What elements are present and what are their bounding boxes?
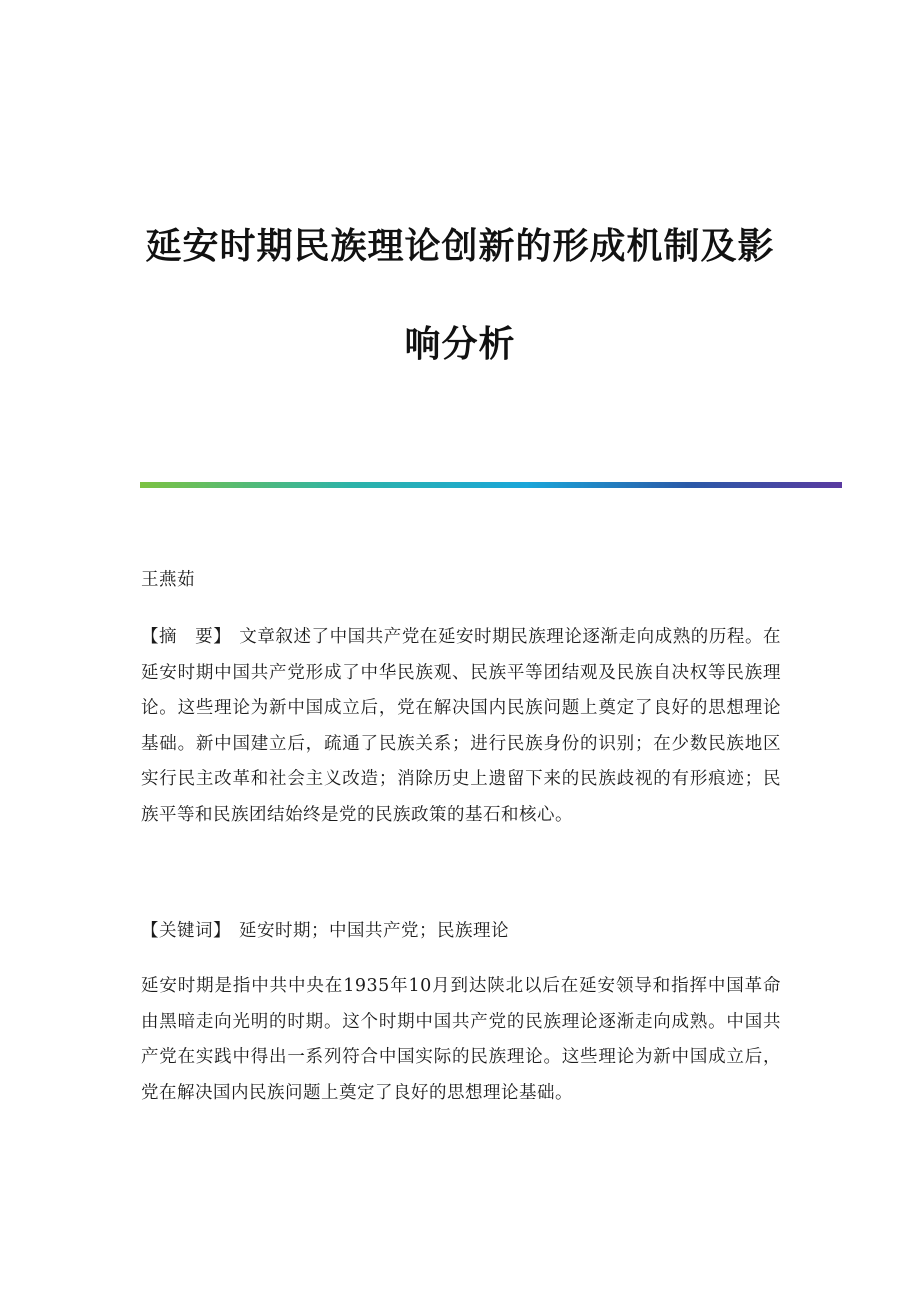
- author-name: 王燕茹: [141, 570, 195, 590]
- abstract-text: 文章叙述了中国共产党在延安时期民族理论逐渐走向成熟的历程。在延安时期中国共产党形成了中华民族观、民族平等团结观及民族自决权等民族理论。这些理论为新中国成立后，党在解决国内民族问题上奠定了良好的思想理论基础。新中国建立后，疏通了民族关系；进行民族身份的识别；在少数民族地区实行民主改革和社会主义改造；消除历史上遗留下来的民族歧视的有形痕迹；民族平等和民族团结始终是党的民族政策的基石和核心。: [141, 627, 782, 825]
- keywords-paragraph: [141, 914, 781, 950]
- abstract-paragraph: [141, 620, 781, 833]
- keywords-text: 延安时期；中国共产党；民族理论: [239, 921, 509, 941]
- body-paragraph: 延安时期是指中共中央在1935年10月到达陕北以后在延安领导和指挥中国革命由黑暗走向光明的时期。这个时期中国共产党的民族理论逐渐走向成熟。中国共产党在实践中得出一系列符合中国实际的民族理论。这些理论为新中国成立后，党在解决国内民族问题上奠定了良好的思想理论基础。: [141, 976, 781, 1103]
- document-title-line-2: 响分析: [404, 324, 516, 365]
- abstract-label: 【摘 要】: [141, 627, 232, 647]
- gradient-divider: [140, 482, 842, 488]
- document-title-line-1: 延安时期民族理论创新的形成机制及影: [145, 226, 775, 267]
- keywords-label: 【关键词】: [141, 921, 231, 941]
